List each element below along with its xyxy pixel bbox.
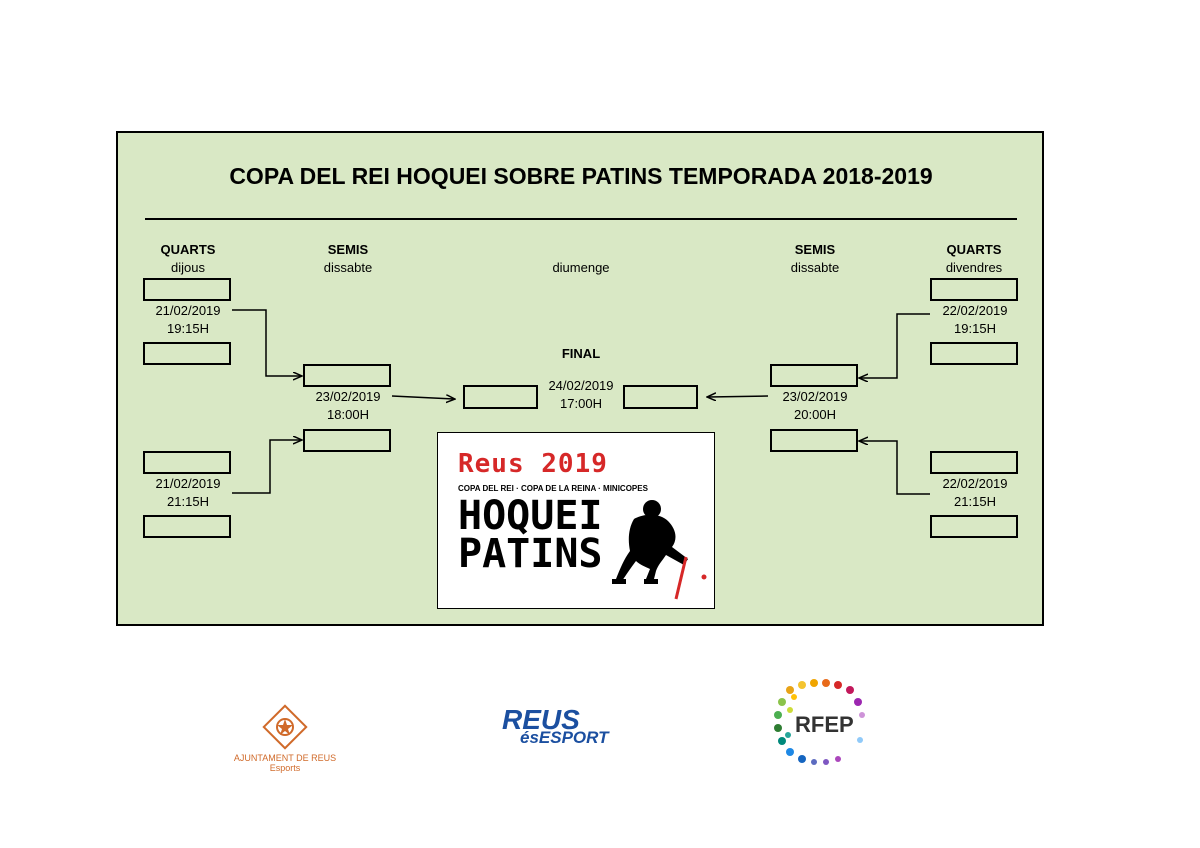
skater-silhouette-icon [606,499,715,609]
ajuntament-line1: AJUNTAMENT DE REUS [233,753,337,763]
header-final-day: diumenge [552,260,610,275]
match-date: 23/02/2019 [315,389,381,404]
page-title: COPA DEL REI HOQUEI SOBRE PATINS TEMPORADA 2018-2019 [229,163,933,189]
ajuntament-reus-emblem-icon [261,703,309,751]
header-left-quarts-day: dijous [171,260,205,275]
reus-esport-sub: ésESPORT [520,728,609,747]
match-time: 18:00H [327,407,369,422]
match-date: 21/02/2019 [155,476,221,491]
connector-rq1-to-rs [860,314,930,378]
match-time: 21:15H [167,494,209,509]
match-time: 19:15H [167,321,209,336]
match-date: 22/02/2019 [942,303,1008,318]
connector-lq1-to-ls [232,310,301,376]
final-heading: FINAL [561,346,601,361]
event-logo-hoquei-patins [458,493,603,577]
match-date: 24/02/2019 [548,378,614,393]
ajuntament-line2: Esports [269,763,301,773]
event-logo-line1: Reus 2019 [458,449,608,479]
match-time: 17:00H [560,396,602,411]
match-date: 21/02/2019 [155,303,221,318]
match-date: 23/02/2019 [782,389,848,404]
header-right-quarts-round: QUARTS [946,242,1002,257]
header-left-quarts-round: QUARTS [160,242,216,257]
reus-esport-main: REUS [502,704,580,735]
ajuntament-label [205,753,365,773]
match-time: 19:15H [954,321,996,336]
header-right-quarts-day: divendres [945,260,1003,275]
header-left-semis-day: dissabte [323,260,373,275]
event-logo-line3: HOQUEI [458,493,603,539]
connector-rq2-to-rs [860,441,930,494]
match-time: 21:15H [954,494,996,509]
event-logo-line2: COPA DEL REI · COPA DE LA REINA · MINICOPES [458,484,648,493]
match-time: 20:00H [794,407,836,422]
event-logo [437,432,715,609]
rfep-label: RFEP [795,712,854,737]
event-logo-line4: PATINS [458,531,603,577]
reus-esport-logo [502,704,609,748]
header-right-semis-round: SEMIS [794,242,836,257]
match-date: 22/02/2019 [942,476,1008,491]
connector-ls-to-final [392,396,454,399]
connector-lq2-to-ls [232,440,301,493]
connector-rs-to-final [708,396,768,397]
header-right-semis-day: dissabte [790,260,840,275]
header-left-semis-round: SEMIS [327,242,369,257]
